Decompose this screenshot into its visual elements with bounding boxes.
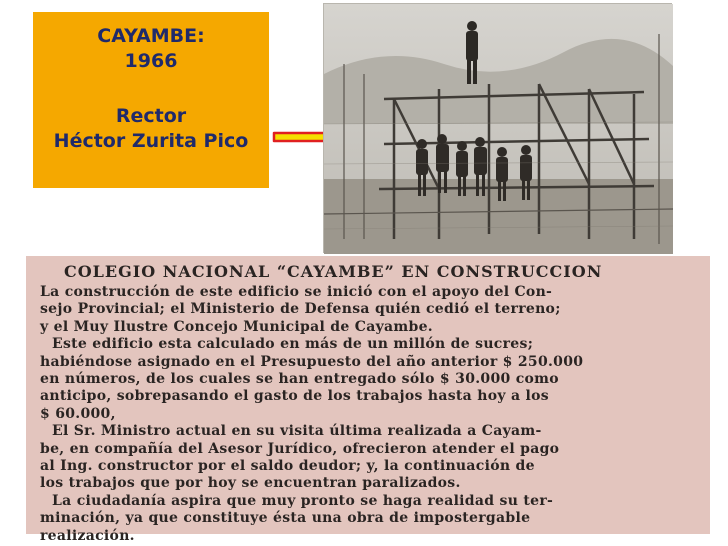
newspaper-clipping (26, 256, 710, 544)
clipping-line: y el Muy Ilustre Concejo Municipal de Cayambe. (40, 318, 433, 335)
header-box (33, 12, 269, 188)
clipping-line: minación, ya que constituye ésta una obra de impostergable (40, 510, 531, 527)
role-label: Rector (115, 105, 187, 127)
clipping-line: $ 60.000, (40, 405, 116, 422)
clipping-line: realización. (40, 527, 135, 544)
name-label: Héctor Zurita Pico (53, 130, 249, 152)
clipping-line: El Sr. Ministro actual en su visita última realizada a Cayam- (52, 423, 542, 440)
clipping-line: La construcción de este edificio se inició con el apoyo del Con- (40, 284, 553, 300)
clipping-line: habiéndose asignado en el Presupuesto del año anterior $ 250.000 (40, 353, 584, 370)
clipping-line: La ciudadanía aspira que muy pronto se haga realidad su ter- (52, 492, 554, 509)
clipping-title: COLEGIO NACIONAL “CAYAMBE” EN CONSTRUCCION (64, 262, 603, 281)
clipping-line: be, en compañía del Asesor Jurídico, ofrecieron atender el pago (40, 440, 560, 457)
clipping-line: anticipo, sobrepasando el gasto de los trabajos hasta hoy a los (40, 388, 549, 405)
clipping-line: sejo Provincial; el Ministerio de Defensa quién cedió el terreno; (40, 301, 561, 318)
clipping-line: los trabajos que por hoy se encuentran paralizados. (40, 475, 461, 492)
construction-photo (323, 3, 672, 253)
year-label: 1966 (124, 50, 178, 72)
clipping-line: Este edificio esta calculado en más de un millón de sucres; (52, 336, 534, 353)
clipping-line: en números, de los cuales se han entregado sólo $ 30.000 como (40, 371, 559, 388)
place-label: CAYAMBE: (97, 25, 205, 47)
clipping-line: al Ing. constructor por el saldo deudor; y, la continuación de (40, 458, 535, 475)
